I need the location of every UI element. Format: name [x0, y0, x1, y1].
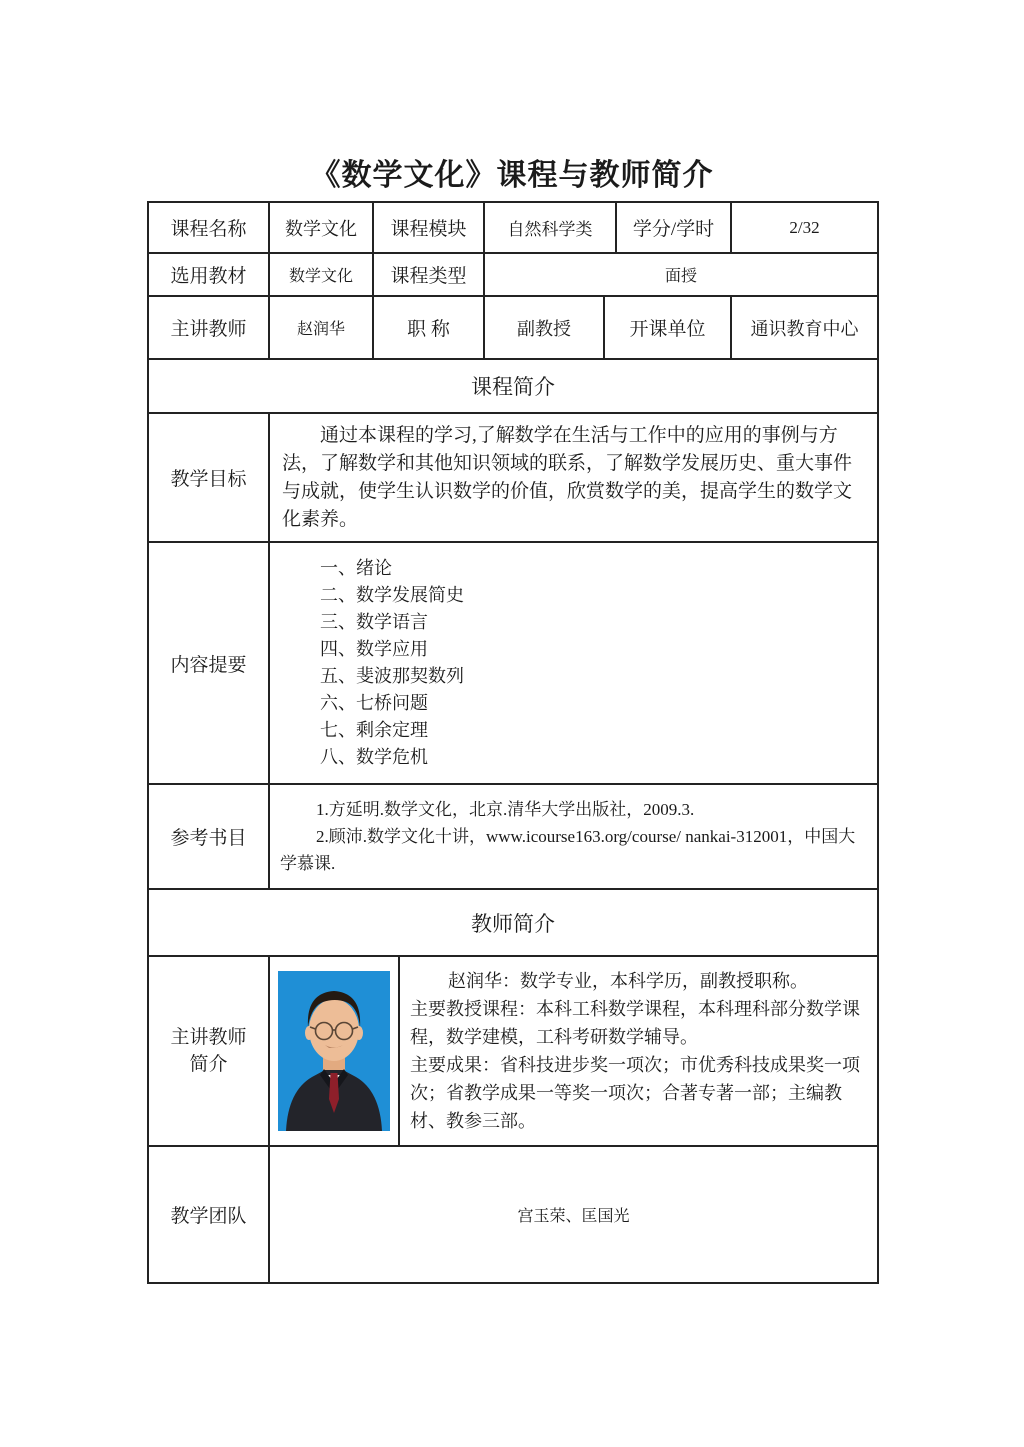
lecturer-label: 主讲教师 — [149, 297, 270, 358]
outline-cell — [270, 543, 877, 783]
outline-item: 二、数学发展简史 — [320, 585, 464, 605]
teacher-bio-label-line2: 简介 — [189, 1054, 228, 1075]
teacher-bio-cell — [400, 957, 877, 1145]
outline-item: 五、斐波那契数列 — [320, 666, 464, 686]
page-title: 《数学文化》课程与教师简介 — [310, 159, 714, 192]
course-type-label: 课程类型 — [374, 254, 485, 295]
table-row-lecturer — [149, 297, 877, 360]
references-list — [270, 790, 877, 883]
credit-hours-value: 2/32 — [789, 217, 820, 237]
table-row-course-name — [149, 203, 877, 254]
table-row-outline — [149, 543, 877, 785]
course-module-value: 自然科学类 — [485, 203, 617, 252]
team-value: 宫玉荣、匡国光 — [517, 1208, 630, 1225]
offering-unit-value: 通识教育中心 — [750, 318, 859, 339]
outline-item: 四、数学应用 — [320, 639, 428, 659]
teacher-photo-cell — [270, 957, 400, 1145]
references-label: 参考书目 — [149, 785, 270, 888]
textbook-label: 选用教材 — [149, 254, 270, 295]
outline-item: 六、七桥问题 — [320, 693, 428, 713]
table-row-teaching-goal — [149, 414, 877, 543]
course-module-label: 课程模块 — [374, 203, 485, 252]
outline-list — [270, 555, 464, 771]
course-name-label: 课程名称 — [149, 203, 270, 252]
table-row-course-section — [149, 360, 877, 414]
reference-item: 1.方延明.数学文化，北京.清华大学出版社，2009.3. — [316, 800, 695, 819]
title-rank-value: 副教授 — [485, 297, 605, 358]
outline-item: 七、剩余定理 — [320, 720, 428, 740]
team-label: 教学团队 — [149, 1147, 270, 1282]
teaching-goal-label: 教学目标 — [149, 414, 270, 541]
credit-hours-label: 学分/学时 — [617, 203, 732, 252]
bio-paragraph: 主要成果：省科技进步奖一项次；市优秀科技成果奖一项次；省教学成果一等奖一项次；合著专著一部；主编教材、教参三部。 — [410, 1055, 860, 1131]
table-row-team — [149, 1147, 877, 1282]
teacher-bio-text — [400, 963, 877, 1139]
references-cell — [270, 785, 877, 888]
title-rank-label: 职 称 — [374, 297, 485, 358]
textbook-value: 数学文化 — [270, 254, 374, 295]
reference-item: 2.顾沛.数学文化十讲，www.icourse163.org/course/ nankai-312001，中国大学慕课. — [280, 827, 856, 873]
outline-label: 内容提要 — [149, 543, 270, 783]
outline-item: 三、数学语言 — [320, 612, 428, 632]
teaching-goal-cell — [270, 414, 877, 541]
teacher-bio-label-line1: 主讲教师 — [170, 1027, 247, 1048]
course-type-value: 面授 — [664, 268, 697, 285]
offering-unit-label: 开课单位 — [605, 297, 732, 358]
table-row-teacher-section — [149, 890, 877, 957]
table-row-textbook — [149, 254, 877, 297]
teacher-bio-label — [149, 957, 270, 1145]
teacher-intro-section-title: 教师简介 — [471, 911, 555, 936]
table-row-references — [149, 785, 877, 890]
lecturer-value: 赵润华 — [270, 297, 374, 358]
teaching-goal-text: 通过本课程的学习,了解数学在生活与工作中的应用的事例与方法，了解数学和其他知识领域的联系，了解数学发展历史、重大事件与成就，使学生认识数学的价值，欣赏数学的美，提高学生的数学文化素养。 — [282, 424, 853, 530]
course-name-value: 数学文化 — [270, 203, 374, 252]
course-info-table — [147, 201, 879, 1284]
course-intro-section-title: 课程简介 — [471, 375, 555, 399]
bio-paragraph: 赵润华：数学专业，本科学历，副教授职称。 — [448, 971, 808, 991]
table-row-teacher-bio — [149, 957, 877, 1147]
outline-item: 一、绪论 — [320, 558, 392, 578]
outline-item: 八、数学危机 — [320, 747, 428, 767]
bio-paragraph: 主要教授课程：本科工科数学课程，本科理科部分数学课程，数学建模，工科考研数学辅导。 — [410, 999, 860, 1047]
teacher-photo — [278, 971, 390, 1131]
